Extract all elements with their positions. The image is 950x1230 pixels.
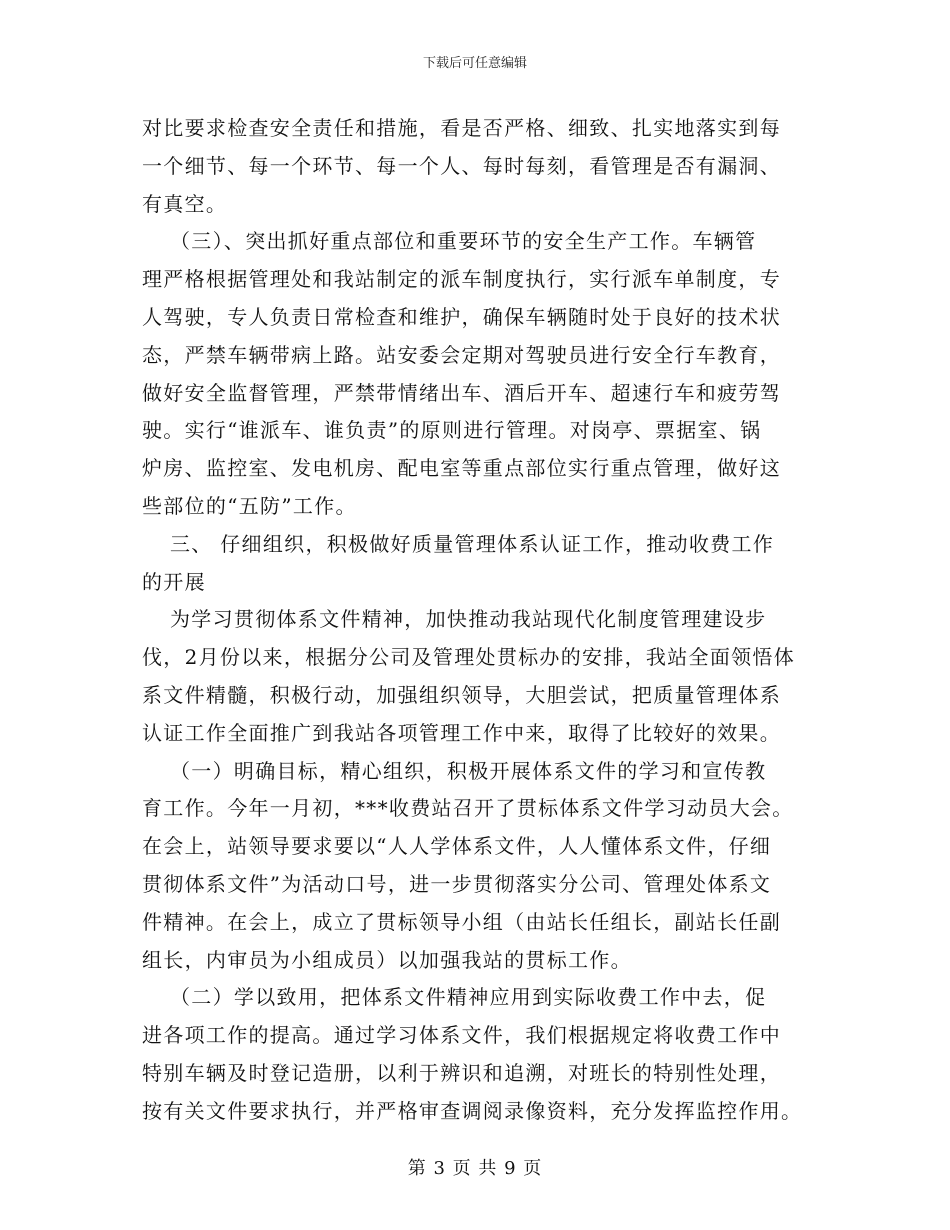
text-line: 组长，内审员为小组成员）以加强我站的贯标工作。: [142, 947, 632, 972]
paragraph-start-line: （一）明确目标，精心组织，积极开展体系文件的学习和宣传教: [170, 758, 767, 783]
page-number: 第 3 页 共 9 页: [407, 1158, 543, 1179]
document-body: [142, 110, 810, 1131]
text-line: 特别车辆及时登记造册，以利于辨识和追溯，对班长的特别性处理，: [142, 1060, 781, 1085]
page-header: 下载后可任意编辑: [422, 56, 527, 71]
text-line: 伐，2月份以来，根据分公司及管理处贯标办的安排，我站全面领悟体: [142, 645, 796, 670]
text-line: 有真空。: [142, 191, 228, 216]
text-line: 贯彻体系文件”为活动口号，进一步贯彻落实分公司、管理处体系文: [142, 871, 772, 896]
text-line: 按有关文件要求执行，并严格审查调阅录像资料，充分发挥监控作用。: [142, 1098, 803, 1123]
paragraph-start-line: （三）、突出抓好重点部位和重要环节的安全生产工作。车辆管: [170, 229, 757, 254]
text-line: 理严格根据管理处和我站制定的派车制度执行，实行派车单制度，专: [142, 267, 781, 292]
text-line: 认证工作全面推广到我站各项管理工作中来，取得了比较好的效果。: [142, 720, 781, 745]
text-line: 在会上，站领导要求要以“人人学体系文件，人人懂体系文件，仔细: [142, 834, 772, 859]
text-line: 件精神。在会上，成立了贯标领导小组（由站长任组长，副站长任副: [142, 909, 781, 934]
text-line: 一个细节、每一个环节、每一个人、每时每刻，看管理是否有漏洞、: [142, 153, 781, 178]
paragraph-start-line: （二）学以致用，把体系文件精神应用到实际收费工作中去，促: [170, 985, 767, 1010]
section-heading-line: 三、 仔细组织，积极做好质量管理体系认证工作，推动收费工作: [170, 531, 775, 556]
text-line: 进各项工作的提高。通过学习体系文件，我们根据规定将收费工作中: [142, 1023, 781, 1048]
text-line: 做好安全监督管理，严禁带情绪出车、酒后开车、超速行车和疲劳驾: [142, 380, 781, 405]
text-line: 系文件精髓，积极行动，加强组织领导，大胆尝试，把质量管理体系: [142, 682, 781, 707]
text-line: 炉房、监控室、发电机房、配电室等重点部位实行重点管理，做好这: [142, 456, 781, 481]
text-line: 人驾驶，专人负责日常检查和维护，确保车辆随时处于良好的技术状: [142, 304, 781, 329]
paragraph-start-line: 为学习贯彻体系文件精神，加快推动我站现代化制度管理建设步: [170, 607, 767, 632]
text-line: 育工作。今年一月初，***收费站召开了贯标体系文件学习动员大会。: [142, 796, 794, 821]
text-line: 态，严禁车辆带病上路。站安委会定期对驾驶员进行安全行车教育，: [142, 342, 781, 367]
text-line: 对比要求检查安全责任和措施，看是否严格、细致、扎实地落实到每: [142, 116, 781, 140]
text-line: 些部位的“五防”工作。: [142, 493, 357, 518]
text-line: 驶。实行“谁派车、谁负责”的原则进行管理。对岗亭、票据室、锅: [142, 418, 762, 443]
section-heading-line: 的开展: [142, 569, 206, 594]
